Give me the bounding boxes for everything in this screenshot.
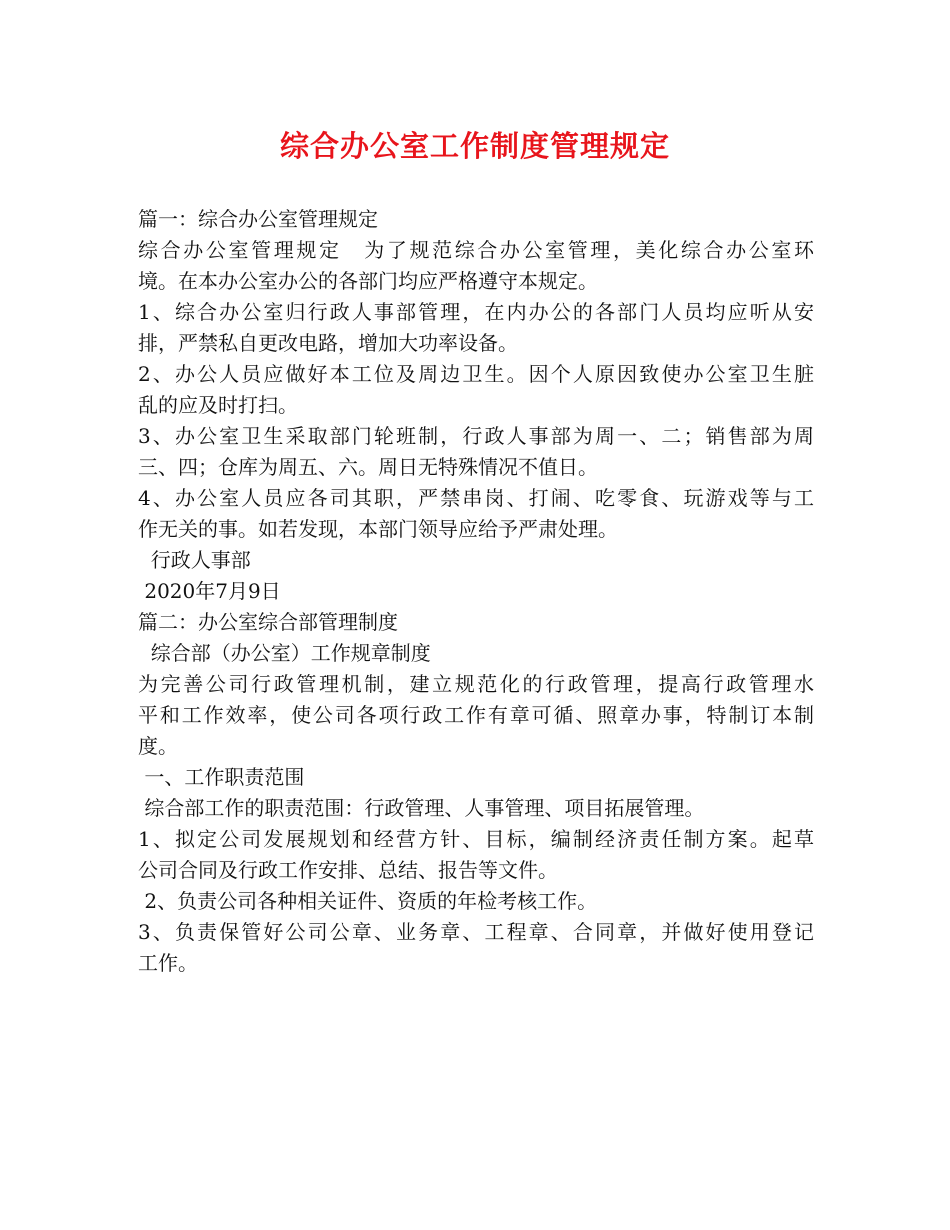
text-line: 乱的应及时打扫。: [138, 393, 298, 417]
text-line: 工作。: [138, 951, 198, 975]
text-line: 2、负责公司各种相关证件、资质的年检考核工作。: [138, 889, 598, 913]
text-line: 作无关的事。如若发现，本部门领导应给予严肃处理。: [138, 517, 618, 541]
document-title: 综合办公室工作制度管理规定: [279, 129, 670, 163]
section-heading: 篇二：办公室综合部管理制度: [138, 610, 398, 634]
signature-date: 2020年7月9日: [138, 579, 281, 603]
text-line: 1、拟定公司发展规划和经营方针、目标，编制经济责任制方案。起草: [138, 827, 814, 851]
text-line: 3、办公室卫生采取部门轮班制，行政人事部为周一、二；销售部为周: [138, 424, 814, 448]
text-line: 平和工作效率，使公司各项行政工作有章可循、照章办事，特制订本制: [138, 703, 814, 727]
text-line: 排，严禁私自更改电路，增加大功率设备。: [138, 331, 518, 355]
text-line: 3、负责保管好公司公章、业务章、工程章、合同章，并做好使用登记: [138, 920, 814, 944]
text-line: 度。: [138, 734, 178, 758]
document-body: [138, 204, 814, 979]
subsection-heading: 一、工作职责范围: [138, 765, 305, 789]
text-line: 综合部（办公室）工作规章制度: [138, 641, 431, 665]
text-line: 1、综合办公室归行政人事部管理，在内办公的各部门人员均应听从安: [138, 300, 814, 324]
text-line: 三、四；仓库为周五、六。周日无特殊情况不值日。: [138, 455, 598, 479]
text-line: 综合部工作的职责范围：行政管理、人事管理、项目拓展管理。: [138, 796, 705, 820]
text-line: 为完善公司行政管理机制，建立规范化的行政管理，提高行政管理水: [138, 672, 814, 696]
text-line: 篇一：综合办公室管理规定: [138, 207, 378, 231]
text-line: 境。在本办公室办公的各部门均应严格遵守本规定。: [138, 269, 598, 293]
signature-department: 行政人事部: [138, 548, 251, 572]
text-line: 2、办公人员应做好本工位及周边卫生。因个人原因致使办公室卫生脏: [138, 362, 814, 386]
text-line: 公司合同及行政工作安排、总结、报告等文件。: [138, 858, 558, 882]
text-line: 综合办公室管理规定 为了规范综合办公室管理，美化综合办公室环: [138, 238, 814, 262]
text-line: 4、办公室人员应各司其职，严禁串岗、打闹、吃零食、玩游戏等与工: [138, 486, 814, 510]
